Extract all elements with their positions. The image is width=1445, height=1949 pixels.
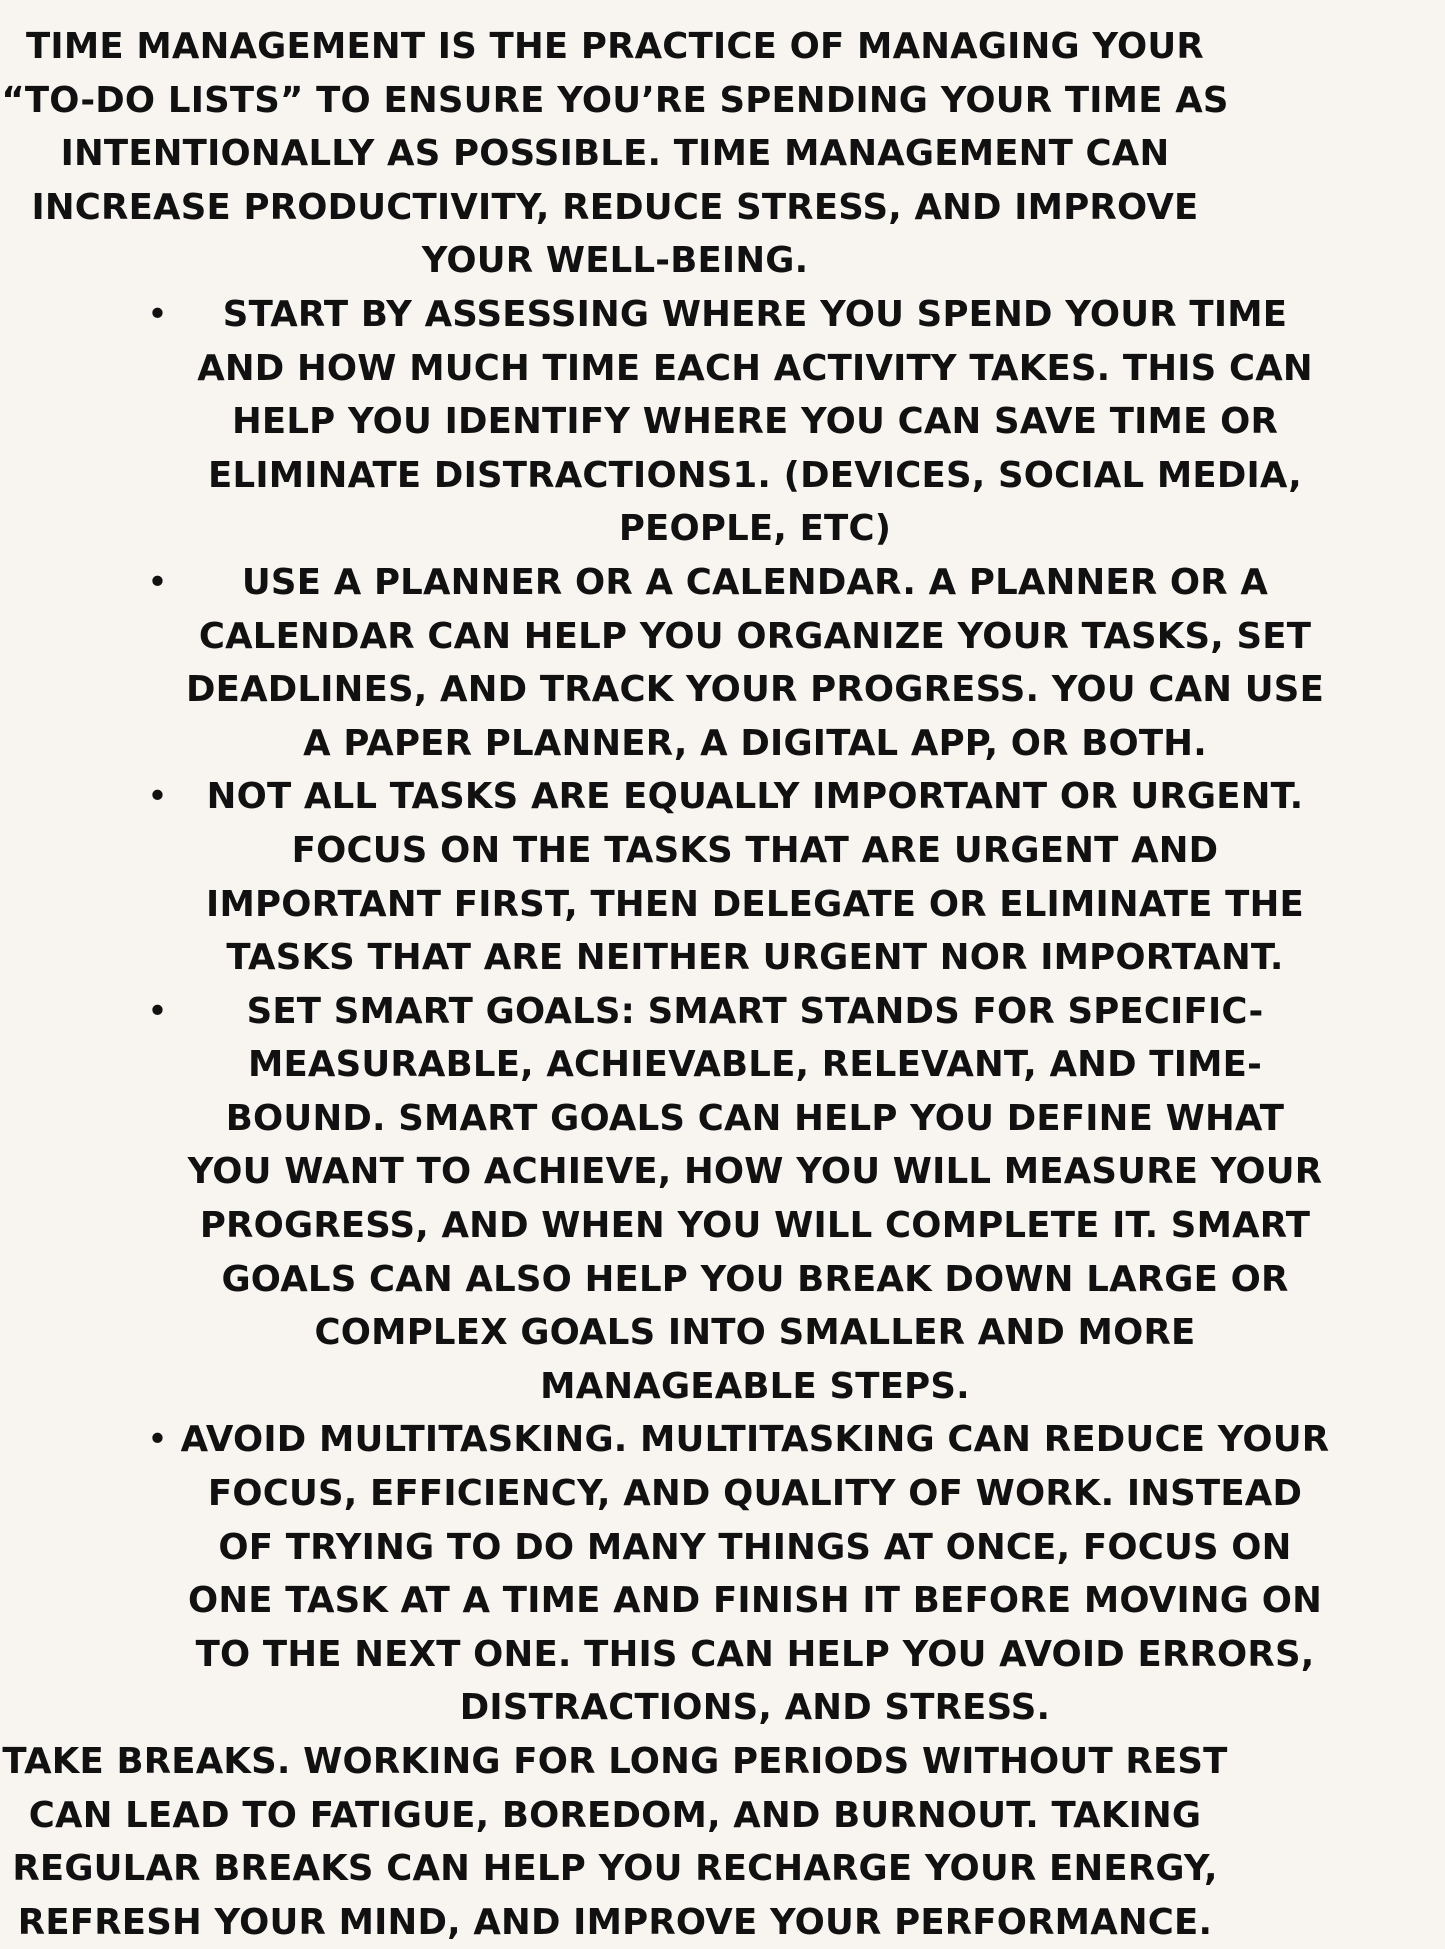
bullet-icon: • — [147, 293, 169, 335]
intro-paragraph: TIME MANAGEMENT IS THE PRACTICE OF MANAGING YOUR “TO-DO LISTS” TO ENSURE YOU’RE SPENDING YOUR TIME AS INTENTIONALLY AS POSSIBLE. TIME MANAGEMENT CAN INCREASE PRODUCTIVITY, REDUCE STRESS, AND IMPROVE YOUR WELL-BEING. — [1, 26, 1229, 282]
list-item — [147, 1413, 1330, 1735]
list-item — [147, 556, 1330, 770]
list-item-text: START BY ASSESSING WHERE YOU SPEND YOUR TIME AND HOW MUCH TIME EACH ACTIVITY TAKES. THIS CAN HELP YOU IDENTIFY WHERE YOU CAN SAVE TIME OR ELIMINATE DISTRACTIONS1. (DEVICES, SOCIAL MEDIA, PEOPLE, ETC) — [197, 293, 1313, 550]
closing-paragraph: TAKE BREAKS. WORKING FOR LONG PERIODS WITHOUT REST CAN LEAD TO FATIGUE, BOREDOM, AND BURNOUT. TAKING REGULAR BREAKS CAN HELP YOU RECHARGE YOUR ENERGY, REFRESH YOUR MIND, AND IMPROVE YOUR PERFORMANCE. — [2, 1741, 1228, 1943]
bullet-icon: • — [147, 561, 169, 603]
list-item-text: NOT ALL TASKS ARE EQUALLY IMPORTANT OR URGENT. FOCUS ON THE TASKS THAT ARE URGENT AND IMPORTANT FIRST, THEN DELEGATE OR ELIMINATE THE TASKS THAT ARE NEITHER URGENT NOR IMPORTANT. — [206, 776, 1304, 979]
list-item-text: AVOID MULTITASKING. MULTITASKING CAN REDUCE YOUR FOCUS, EFFICIENCY, AND QUALITY OF WORK. INSTEAD OF TRYING TO DO MANY THINGS AT ONCE, FOCUS ON ONE TASK AT A TIME AND FINISH IT BEFORE MOVING ON TO THE NEXT ONE. THIS CAN HELP YOU AVOID ERRORS, DISTRACTIONS, AND STRESS. — [180, 1419, 1330, 1729]
document-body — [0, 20, 1445, 1949]
bullet-icon: • — [147, 1419, 169, 1461]
list-item — [147, 770, 1330, 984]
bullet-icon: • — [147, 990, 169, 1032]
list-item-text: SET SMART GOALS: SMART STANDS FOR SPECIFIC-MEASURABLE, ACHIEVABLE, RELEVANT, AND TIME-BOUND. SMART GOALS CAN HELP YOU DEFINE WHAT YOU WANT TO ACHIEVE, HOW YOU WILL MEASURE YOUR PROGRESS, AND WHEN YOU WILL COMPLETE IT. SMART GOALS CAN ALSO HELP YOU BREAK DOWN LARGE OR COMPLEX GOALS INTO SMALLER AND MORE MANAGEABLE STEPS. — [187, 990, 1323, 1407]
list-item — [147, 288, 1330, 556]
list-item — [147, 985, 1330, 1414]
list-item-text: USE A PLANNER OR A CALENDAR. A PLANNER OR A CALENDAR CAN HELP YOU ORGANIZE YOUR TASKS, SET DEADLINES, AND TRACK YOUR PROGRESS. YOU CAN USE A PAPER PLANNER, A DIGITAL APP, OR BOTH. — [185, 561, 1325, 764]
tips-list — [0, 288, 1445, 1735]
bullet-icon: • — [147, 776, 169, 818]
